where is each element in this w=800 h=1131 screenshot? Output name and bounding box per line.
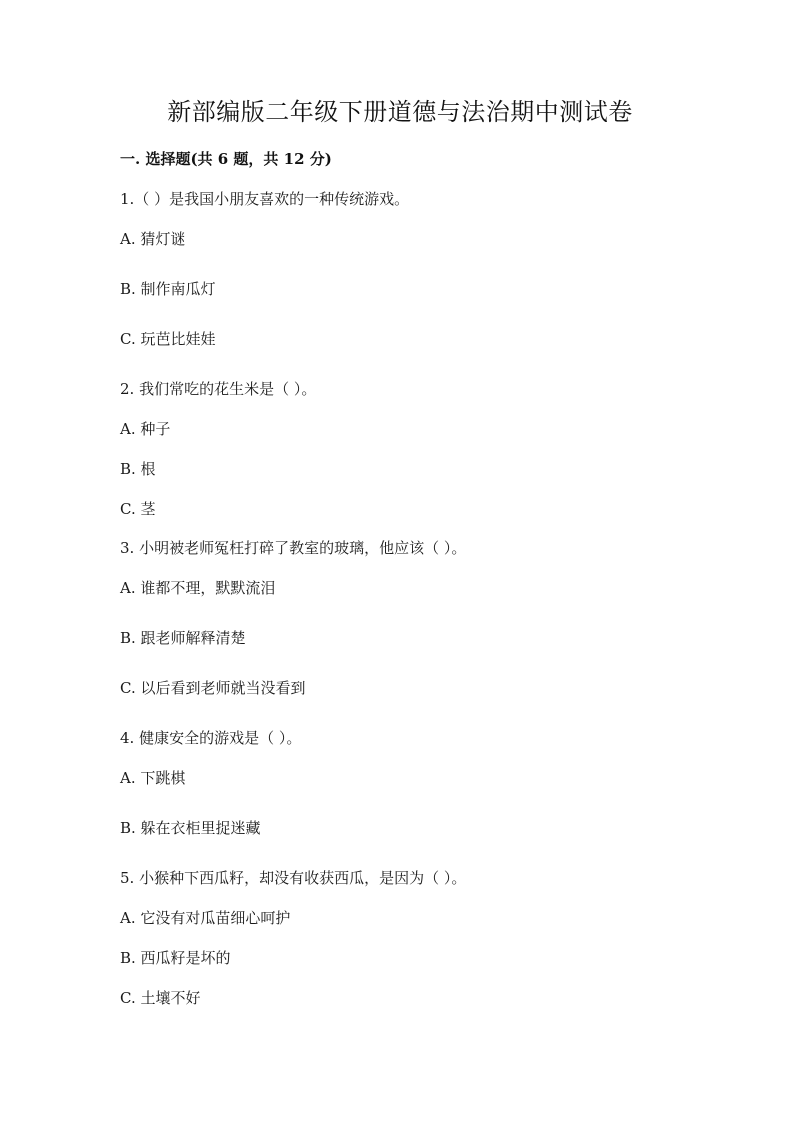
answer-option: B. 根 xyxy=(120,460,156,478)
question-stem: 3. 小明被老师冤枉打碎了教室的玻璃，他应该（ ）。 xyxy=(120,539,467,557)
answer-option: C. 玩芭比娃娃 xyxy=(120,330,216,348)
answer-option: B. 躲在衣柜里捉迷藏 xyxy=(120,819,261,837)
question-stem: 1.（ ）是我国小朋友喜欢的一种传统游戏。 xyxy=(120,190,410,208)
answer-option: C. 土壤不好 xyxy=(120,989,201,1007)
page-title: 新部编版二年级下册道德与法治期中测试卷 xyxy=(167,98,633,126)
question-stem: 5. 小猴种下西瓜籽，却没有收获西瓜，是因为（ ）。 xyxy=(120,869,467,887)
answer-option: A. 谁都不理，默默流泪 xyxy=(120,579,276,597)
answer-option: B. 跟老师解释清楚 xyxy=(120,629,246,647)
answer-option: B. 西瓜籽是坏的 xyxy=(120,949,231,967)
section-heading: 一. 选择题(共 6 题，共 12 分) xyxy=(120,150,332,168)
question-stem: 2. 我们常吃的花生米是（ ）。 xyxy=(120,380,317,398)
answer-option: A. 猜灯谜 xyxy=(120,230,186,248)
answer-option: A. 种子 xyxy=(120,420,171,438)
answer-option: C. 茎 xyxy=(120,500,156,518)
answer-option: A. 下跳棋 xyxy=(120,769,186,787)
answer-option: B. 制作南瓜灯 xyxy=(120,280,216,298)
answer-option: A. 它没有对瓜苗细心呵护 xyxy=(120,909,291,927)
answer-option: C. 以后看到老师就当没看到 xyxy=(120,679,306,697)
question-stem: 4. 健康安全的游戏是（ ）。 xyxy=(120,729,302,747)
